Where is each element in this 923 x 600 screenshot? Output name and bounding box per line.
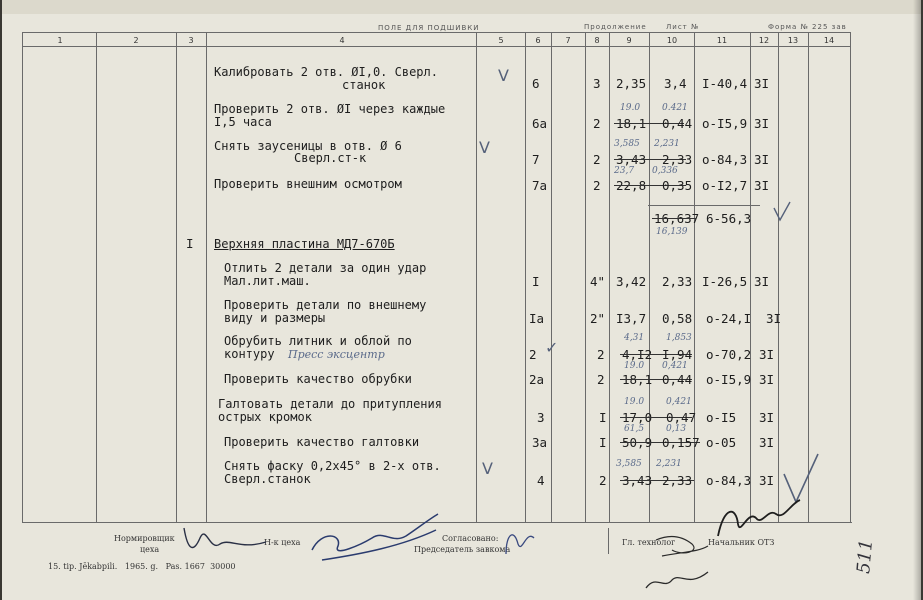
cell-value: 2,33 [662, 274, 693, 289]
check-mark: V [479, 138, 490, 157]
operation-text: Мал.лит.маш. [224, 274, 311, 288]
cell-value: 2 [593, 116, 601, 131]
cell-value: I3,7 [616, 311, 647, 326]
operation-text: Галтовать детали до притупления [218, 397, 442, 411]
col-line [551, 32, 552, 522]
handwritten-note: 0,421 [666, 397, 692, 407]
operation-text: I,5 часа [214, 115, 272, 129]
operation-text: Снять фаску 0,2х45° в 2-х отв. [224, 459, 441, 473]
col-number: 6 [535, 36, 541, 45]
col-line [206, 32, 207, 522]
col-line [609, 32, 610, 522]
cell-value: 4,I2 [622, 347, 653, 362]
col-number: 8 [594, 36, 600, 45]
sheet-label: Лист № [666, 23, 700, 31]
operation-text: Отлить 2 детали за один удар [224, 261, 427, 275]
operation-text: станок [342, 78, 386, 92]
cell-value: 3I [759, 435, 775, 450]
cell-value: 3,42 [616, 274, 647, 289]
signature [500, 524, 540, 558]
handwritten-note: 61,5 [624, 424, 645, 434]
col-number: 2 [133, 36, 139, 45]
operation-text: виду и размеры [224, 311, 326, 325]
cell-value: 6а [532, 116, 548, 131]
cell-value: 2,33 [662, 152, 693, 167]
check-mark: V [482, 459, 493, 478]
cell-value: o-70,2 [706, 347, 752, 362]
cell-value: 3 [537, 410, 545, 425]
cell-value: 3а [532, 435, 548, 450]
operation-text: Сверл.ст-к [294, 151, 367, 165]
cell-value: 3,43 [616, 152, 647, 167]
col-line [96, 32, 97, 522]
col-number: 14 [823, 36, 835, 45]
cell-value: 2 [593, 152, 601, 167]
signature [180, 522, 270, 558]
cell-value: 18,1 [622, 372, 653, 387]
cell-value: 0,157 [662, 435, 700, 450]
operation-text: Проверить качество обрубки [224, 372, 412, 386]
cell-value: I-26,5 [702, 274, 748, 289]
part-number: I [186, 236, 194, 251]
cell-value: 3 [593, 76, 601, 91]
col-number: 7 [565, 36, 571, 45]
operation-text: Снять заусеницы в отв. Ø 6 [214, 139, 402, 153]
col-line [476, 32, 477, 522]
cell-value: 3I [754, 116, 770, 131]
handwritten-note: 19.0 [620, 103, 641, 113]
operation-text: Проверить 2 отв. ØI через каждые [214, 102, 446, 116]
header-bottom-line [22, 46, 850, 47]
cell-value: 18,1 [616, 116, 647, 131]
handwritten-note: Пресс эксцентр [288, 348, 385, 361]
handwritten-note: 3,585 [614, 139, 640, 149]
col-number: 13 [787, 36, 799, 45]
normer-label: Нормировщик [114, 534, 175, 543]
cell-value: 2 [599, 473, 607, 488]
cell-value: 3I [759, 347, 775, 362]
handwritten-note: 4,31 [624, 333, 645, 343]
cell-value: 3,4 [664, 76, 687, 91]
handwritten-note: 19.0 [624, 397, 645, 407]
col-number: 4 [339, 36, 345, 45]
normer-label-2: цеха [140, 545, 160, 554]
footer-divider [608, 528, 609, 554]
operation-text: Проверить внешним осмотром [214, 177, 402, 191]
col-line [525, 32, 526, 522]
signature [642, 566, 712, 596]
cell-value: 4 [537, 473, 545, 488]
cell-value: 3I [766, 311, 782, 326]
col-line [778, 32, 779, 522]
col-line [808, 32, 809, 522]
operation-text: Калибровать 2 отв. ØI,0. Сверл. [214, 65, 438, 79]
cell-value: 50,9 [622, 435, 653, 450]
col-number: 5 [498, 36, 504, 45]
cell-value: o-I5 [706, 410, 737, 425]
handwritten-note: 0.421 [662, 103, 688, 113]
cell-value: 3I [759, 473, 775, 488]
technologist-label: Гл. технолог [622, 538, 676, 547]
cell-value: I [599, 435, 607, 450]
cell-value: 17,0 [622, 410, 653, 425]
col-line [850, 32, 851, 522]
cell-value: o-24,I [706, 311, 752, 326]
small-check-mark [772, 200, 802, 225]
handwritten-note: 1,853 [666, 333, 692, 343]
head-label: Н-к цеха [264, 538, 301, 547]
cell-value: 2 [597, 372, 605, 387]
col-number: 1 [57, 36, 63, 45]
cell-value: 0,47 [666, 410, 697, 425]
otz-label: Начальник ОТЗ [708, 538, 775, 547]
col-number: 11 [716, 36, 728, 45]
form-label: Форма № 225 зав [768, 23, 847, 31]
signature [714, 496, 804, 542]
cell-value: 2а [529, 372, 545, 387]
cell-value: Iа [529, 311, 545, 326]
subtotal-line [648, 205, 760, 206]
operation-text: острых кромок [218, 410, 312, 424]
cell-value: o-I5,9 [706, 372, 752, 387]
col-number: 10 [666, 36, 678, 45]
side-number: 511 [853, 538, 878, 575]
col-line [176, 32, 177, 522]
cell-value: o-05 [706, 435, 737, 450]
subtotal-value: 6-56,3 [706, 211, 752, 226]
cell-value: I [599, 410, 607, 425]
cell-value: 0,58 [662, 311, 693, 326]
cell-value: 7 [532, 152, 540, 167]
cell-value: I-40,4 [702, 76, 748, 91]
document-sheet [2, 0, 921, 600]
margin-label: ПОЛЕ ДЛЯ ПОДШИВКИ [378, 24, 480, 32]
cell-value: 3I [759, 410, 775, 425]
col-line [22, 32, 23, 522]
subtotal-value: 16,637 [654, 211, 700, 226]
cell-value: 6 [532, 76, 540, 91]
cell-value: 3I [754, 274, 770, 289]
chair-label: Председатель завкома [414, 545, 511, 554]
col-number: 9 [626, 36, 632, 45]
table-top-line [22, 32, 850, 33]
handwritten-note: 2,231 [654, 139, 680, 149]
handwritten-note: 3,585 [616, 459, 642, 469]
cell-value: 2 [529, 347, 537, 362]
cell-value: 0,44 [662, 116, 693, 131]
cell-value: I [532, 274, 540, 289]
cell-value: 4" [590, 274, 606, 289]
handwritten-note: 0,421 [662, 361, 688, 371]
operation-text: контуру [224, 347, 275, 361]
cell-value: 2 [593, 178, 601, 193]
page-edge-shadow [913, 0, 921, 600]
operation-text: Обрубить литник и облой по [224, 334, 412, 348]
cell-value: 3I [754, 152, 770, 167]
cell-value: 2" [590, 311, 606, 326]
cell-value: 2,33 [662, 473, 693, 488]
top-strip [2, 0, 921, 14]
cell-value: o-84,3 [702, 152, 748, 167]
handwritten-note: 0,13 [666, 424, 687, 434]
check-mark: V [498, 66, 509, 85]
cell-value: 7а [532, 178, 548, 193]
operation-text: Сверл.станок [224, 472, 311, 486]
cell-value: o-84,3 [706, 473, 752, 488]
handwritten-note: 19.0 [624, 361, 645, 371]
cell-value: 2,35 [616, 76, 647, 91]
check-mark: ✓ [545, 338, 559, 357]
cell-value: 3I [759, 372, 775, 387]
cell-value: 0,44 [662, 372, 693, 387]
cell-value: I,94 [662, 347, 693, 362]
handwritten-note: 23,7 [614, 166, 635, 176]
cell-value: o-I2,7 [702, 178, 748, 193]
operation-text: Проверить детали по внешнему [224, 298, 427, 312]
signature [652, 526, 712, 560]
handwritten-note: 2,231 [656, 459, 682, 469]
cell-value: 3I [754, 178, 770, 193]
cell-value: o-I5,9 [702, 116, 748, 131]
strike-line [652, 218, 696, 219]
col-number: 3 [188, 36, 194, 45]
cell-value: 2 [597, 347, 605, 362]
handwritten-note: 16,139 [656, 227, 688, 237]
agreed-label: Согласовано: [442, 534, 499, 543]
handwritten-note: 0,336 [652, 166, 678, 176]
operation-text: Проверить качество галтовки [224, 435, 420, 449]
cell-value: 3,43 [622, 473, 653, 488]
col-line [750, 32, 751, 522]
cell-value: 22,8 [616, 178, 647, 193]
signature [302, 510, 442, 570]
col-line [585, 32, 586, 522]
part-title: Верхняя пластина МД7-670Б [214, 237, 395, 251]
continuation-label: Продолжение [584, 23, 647, 31]
print-line: 15. tip. Jēkabpili. 1965. g. Pas. 1667 30000 [48, 562, 236, 571]
cell-value: 3I [754, 76, 770, 91]
col-number: 12 [758, 36, 770, 45]
cell-value: 0,35 [662, 178, 693, 193]
